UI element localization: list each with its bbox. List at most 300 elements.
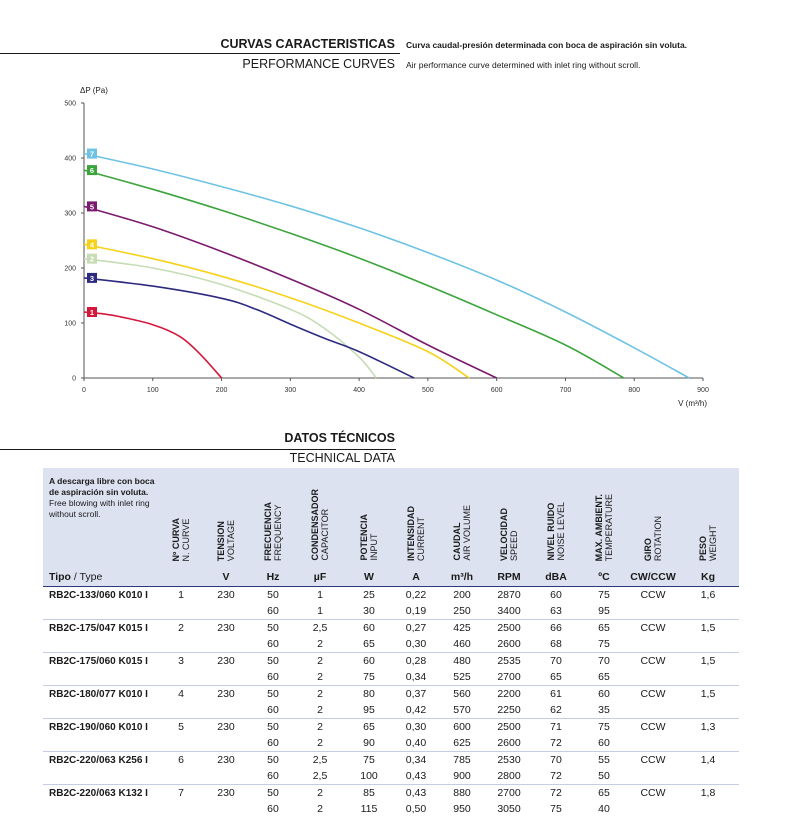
input-cell: 65	[345, 719, 393, 736]
column-header-label	[546, 502, 566, 561]
column-unit: m³/h	[439, 568, 485, 587]
column-header-label	[643, 516, 663, 561]
column-header	[485, 468, 533, 568]
current-cell: 0,50	[405, 803, 427, 815]
air-volume-cell: 250	[453, 605, 471, 617]
voltage-cell: 230	[201, 752, 251, 769]
column-unit: Kg	[677, 568, 739, 587]
voltage-cell: 230	[201, 587, 251, 604]
capacitor-cell: 2	[317, 671, 323, 683]
rotation-cell: CCW	[629, 587, 677, 604]
model-cell	[43, 768, 161, 785]
curve-cell: 2	[161, 620, 201, 637]
frequency-cell: 50	[251, 653, 295, 670]
column-header-label	[171, 518, 191, 561]
air-volume-cell: 460	[453, 638, 471, 650]
curve-cell: 3	[161, 653, 201, 670]
curve-cell: 7	[161, 785, 201, 802]
column-header	[295, 468, 345, 568]
current-cell: 0,40	[405, 737, 427, 749]
temperature-cell: 70	[579, 653, 629, 670]
column-header	[345, 468, 393, 568]
input-cell: 30	[363, 605, 375, 617]
table-row	[43, 735, 739, 752]
x-tick-label: 100	[146, 387, 159, 394]
column-label-es: GIRO	[643, 537, 653, 561]
column-header	[533, 468, 579, 568]
table-row	[43, 587, 739, 604]
weight-cell	[677, 603, 739, 620]
type-column-header: Tipo / Type	[43, 568, 161, 587]
curve-cell	[161, 669, 201, 686]
column-header	[201, 468, 251, 568]
temperature-cell: 60	[579, 686, 629, 703]
column-unit: ºC	[579, 568, 629, 587]
weight-cell: 1,5	[677, 620, 739, 637]
frequency-cell: 60	[267, 803, 279, 815]
voltage-cell: 230	[201, 653, 251, 670]
column-header-label	[452, 505, 472, 561]
tech-title-es: DATOS TÉCNICOS	[284, 431, 395, 445]
section-title-es: CURVAS CARACTERISTICAS	[220, 37, 395, 51]
capacitor-cell: 2	[317, 737, 323, 749]
model-cell: RB2C-190/060 K010 I	[43, 719, 161, 736]
voltage-cell	[201, 669, 251, 686]
current-cell: 0,19	[405, 605, 427, 617]
frequency-cell: 50	[251, 719, 295, 736]
table-row	[43, 603, 739, 620]
column-unit: V	[201, 568, 251, 587]
column-unit: CW/CCW	[629, 568, 677, 587]
capacitor-cell: 2	[317, 704, 323, 716]
capacitor-cell: 2	[295, 653, 345, 670]
current-cell: 0,22	[393, 587, 439, 604]
temperature-cell: 95	[598, 605, 610, 617]
table-row	[43, 636, 739, 653]
table-row	[43, 686, 739, 703]
current-cell: 0,42	[405, 704, 427, 716]
speed-cell: 2600	[497, 638, 521, 650]
column-header-label	[698, 525, 718, 561]
curve-description-es: Curva caudal-presión determinada con boca de aspiración sin voluta.	[406, 40, 688, 50]
temperature-cell: 75	[579, 587, 629, 604]
x-tick-label: 700	[559, 387, 572, 394]
column-header-label	[359, 514, 379, 561]
y-tick-label: 500	[64, 100, 76, 108]
weight-cell: 1,5	[677, 686, 739, 703]
speed-cell: 3400	[497, 605, 521, 617]
column-unit: W	[345, 568, 393, 587]
tech-table-container	[43, 468, 719, 817]
air-volume-cell: 525	[453, 671, 471, 683]
rotation-cell	[629, 768, 677, 785]
speed-cell: 2535	[485, 653, 533, 670]
table-header-row	[43, 468, 739, 568]
voltage-cell	[201, 702, 251, 719]
table-row	[43, 702, 739, 719]
y-tick-label: 200	[64, 265, 76, 273]
speed-cell: 2500	[485, 719, 533, 736]
speed-cell: 2200	[485, 686, 533, 703]
capacitor-cell: 1	[317, 605, 323, 617]
air-volume-cell: 560	[439, 686, 485, 703]
noise-cell: 75	[550, 803, 562, 815]
air-volume-cell: 600	[439, 719, 485, 736]
column-header-label	[594, 494, 614, 561]
frequency-cell: 60	[267, 638, 279, 650]
temperature-cell: 55	[579, 752, 629, 769]
table-row	[43, 768, 739, 785]
curve-cell: 6	[161, 752, 201, 769]
weight-cell: 1,8	[677, 785, 739, 802]
air-volume-cell: 480	[439, 653, 485, 670]
table-row	[43, 653, 739, 670]
voltage-cell: 230	[201, 785, 251, 802]
column-label-es: PESO	[698, 535, 708, 561]
curve-cell: 5	[161, 719, 201, 736]
table-row	[43, 801, 739, 817]
rotation-cell: CCW	[629, 686, 677, 703]
column-header	[677, 468, 739, 568]
tech-title-rule	[0, 449, 396, 450]
column-header-label	[310, 489, 330, 561]
series-line-4	[84, 244, 469, 378]
column-label-en: N. CURVE	[181, 518, 191, 561]
table-unit-row	[43, 568, 739, 587]
speed-cell: 2700	[485, 785, 533, 802]
y-axis-label: ΔP (Pa)	[80, 86, 108, 95]
speed-cell: 3050	[497, 803, 521, 815]
curve-cell	[161, 636, 201, 653]
model-cell	[43, 801, 161, 817]
input-cell: 60	[345, 653, 393, 670]
capacitor-cell: 2,5	[295, 620, 345, 637]
frequency-cell: 50	[251, 686, 295, 703]
speed-cell: 2600	[497, 737, 521, 749]
section-title-en: PERFORMANCE CURVES	[242, 57, 395, 71]
capacitor-cell: 2	[317, 803, 323, 815]
model-cell: RB2C-220/063 K132 I	[43, 785, 161, 802]
column-label-en: CURRENT	[416, 517, 426, 561]
table-row	[43, 752, 739, 769]
input-cell: 80	[345, 686, 393, 703]
rotation-cell: CCW	[629, 719, 677, 736]
current-cell: 0,34	[405, 671, 427, 683]
type-label-en: Type	[79, 571, 103, 583]
column-label-en: FREQUENCY	[273, 504, 283, 561]
frequency-cell: 50	[251, 587, 295, 604]
curve-cell	[161, 801, 201, 817]
column-label-en: CAPACITOR	[320, 509, 330, 561]
column-label-es: POTENCIA	[359, 514, 369, 561]
speed-cell: 2250	[497, 704, 521, 716]
curve-marker-label: 1	[89, 308, 95, 317]
air-volume-cell: 880	[439, 785, 485, 802]
weight-cell	[677, 669, 739, 686]
table-note-en: Free blowing with inlet ring without scroll.	[49, 498, 150, 519]
frequency-cell: 60	[267, 605, 279, 617]
current-cell: 0,28	[393, 653, 439, 670]
model-cell: RB2C-180/077 K010 I	[43, 686, 161, 703]
current-cell: 0,30	[405, 638, 427, 650]
series-line-6	[84, 170, 624, 378]
capacitor-cell: 2	[295, 719, 345, 736]
rotation-cell	[629, 669, 677, 686]
rotation-cell: CCW	[629, 752, 677, 769]
table-row	[43, 620, 739, 637]
rotation-cell: CCW	[629, 785, 677, 802]
table-row	[43, 785, 739, 802]
series-line-7	[84, 154, 689, 378]
curve-cell	[161, 702, 201, 719]
current-cell: 0,43	[393, 785, 439, 802]
noise-cell: 71	[533, 719, 579, 736]
title-rule	[0, 53, 400, 54]
voltage-cell: 230	[201, 719, 251, 736]
noise-cell: 66	[533, 620, 579, 637]
air-volume-cell: 900	[453, 770, 471, 782]
input-cell: 85	[345, 785, 393, 802]
y-tick-label: 100	[64, 320, 76, 328]
curve-description-en: Air performance curve determined with inlet ring without scroll.	[406, 60, 641, 70]
x-tick-label: 400	[353, 387, 365, 394]
tech-title-en: TECHNICAL DATA	[289, 451, 395, 465]
noise-cell: 68	[550, 638, 562, 650]
curve-cell	[161, 768, 201, 785]
input-cell: 25	[345, 587, 393, 604]
voltage-cell	[201, 636, 251, 653]
column-label-en: NOISE LEVEL	[556, 502, 566, 561]
input-cell: 115	[360, 803, 378, 815]
noise-cell: 70	[533, 653, 579, 670]
column-header	[161, 468, 201, 568]
voltage-cell	[201, 768, 251, 785]
temperature-cell: 50	[598, 770, 610, 782]
x-axis-label: V (m³/h)	[678, 399, 707, 408]
x-tick-label: 800	[628, 387, 641, 394]
rotation-cell: CCW	[629, 620, 677, 637]
speed-cell: 2500	[485, 620, 533, 637]
column-label-es: INTENSIDAD	[406, 505, 416, 561]
input-cell: 75	[345, 752, 393, 769]
weight-cell: 1,4	[677, 752, 739, 769]
curve-marker-label: 4	[89, 240, 95, 250]
air-volume-cell: 425	[439, 620, 485, 637]
column-label-es: Nº CURVA	[171, 517, 181, 561]
curve-cell	[161, 603, 201, 620]
model-cell: RB2C-133/060 K010 I	[43, 587, 161, 604]
column-unit: µF	[295, 568, 345, 587]
current-cell: 0,37	[393, 686, 439, 703]
temperature-cell: 60	[598, 737, 610, 749]
column-header-label	[406, 506, 426, 561]
noise-cell: 61	[533, 686, 579, 703]
rotation-cell	[629, 801, 677, 817]
series-line-5	[84, 206, 497, 378]
model-cell: RB2C-175/047 K015 I	[43, 620, 161, 637]
curve-cell	[161, 735, 201, 752]
weight-cell: 1,6	[677, 587, 739, 604]
noise-cell: 65	[550, 671, 562, 683]
temperature-cell: 65	[579, 785, 629, 802]
table-note	[43, 468, 161, 568]
noise-cell: 72	[550, 737, 562, 749]
x-tick-label: 0	[82, 387, 86, 394]
noise-cell: 63	[550, 605, 562, 617]
capacitor-cell: 1	[295, 587, 345, 604]
rotation-cell	[629, 702, 677, 719]
air-volume-cell: 950	[453, 803, 471, 815]
model-cell	[43, 702, 161, 719]
capacitor-cell: 2	[295, 785, 345, 802]
curve-marker-label: 6	[89, 166, 95, 176]
model-cell	[43, 636, 161, 653]
temperature-cell: 75	[579, 719, 629, 736]
input-cell: 90	[363, 737, 375, 749]
frequency-cell: 60	[267, 704, 279, 716]
x-tick-label: 500	[422, 387, 434, 394]
rotation-cell	[629, 636, 677, 653]
table-body	[43, 587, 739, 818]
weight-cell	[677, 702, 739, 719]
column-header	[439, 468, 485, 568]
frequency-cell: 60	[267, 770, 279, 782]
temperature-cell: 75	[598, 638, 610, 650]
column-label-en: INPUT	[369, 534, 379, 561]
column-header-label	[499, 508, 519, 561]
curve-marker-label: 7	[89, 149, 95, 159]
table-row	[43, 719, 739, 736]
column-label-en: ROTATION	[653, 515, 663, 561]
frequency-cell: 50	[251, 785, 295, 802]
weight-cell	[677, 768, 739, 785]
model-cell	[43, 669, 161, 686]
y-tick-label: 300	[64, 210, 76, 218]
column-label-es: FRECUENCIA	[263, 501, 273, 561]
temperature-cell: 35	[598, 704, 610, 716]
y-tick-label: 400	[64, 155, 76, 163]
temperature-cell: 65	[579, 620, 629, 637]
x-tick-label: 300	[284, 387, 297, 394]
capacitor-cell: 2	[317, 638, 323, 650]
chart-series	[84, 154, 689, 378]
noise-cell: 72	[550, 770, 562, 782]
temperature-cell: 40	[598, 803, 610, 815]
table-row	[43, 669, 739, 686]
rotation-cell: CCW	[629, 653, 677, 670]
chart-curve-markers	[87, 149, 97, 317]
chart-axes	[64, 86, 709, 408]
x-tick-label: 200	[215, 387, 228, 394]
input-cell: 95	[363, 704, 375, 716]
model-cell	[43, 603, 161, 620]
column-header	[251, 468, 295, 568]
voltage-cell	[201, 603, 251, 620]
column-unit: Hz	[251, 568, 295, 587]
column-label-en: AIR VOLUME	[462, 505, 472, 561]
column-label-es: TENSION	[216, 520, 226, 561]
curve-marker-label: 5	[89, 202, 95, 212]
model-cell: RB2C-175/060 K015 I	[43, 653, 161, 670]
air-volume-cell: 200	[439, 587, 485, 604]
y-tick-label: 0	[72, 375, 76, 383]
column-unit: dBA	[533, 568, 579, 587]
curve-marker-label: 2	[89, 254, 95, 264]
voltage-cell	[201, 735, 251, 752]
frequency-cell: 60	[267, 737, 279, 749]
series-line-1	[84, 312, 222, 378]
noise-cell: 60	[533, 587, 579, 604]
curve-cell: 1	[161, 587, 201, 604]
noise-cell: 70	[533, 752, 579, 769]
input-cell: 60	[345, 620, 393, 637]
air-volume-cell: 625	[453, 737, 471, 749]
model-cell	[43, 735, 161, 752]
air-volume-cell: 785	[439, 752, 485, 769]
input-cell: 65	[363, 638, 375, 650]
rotation-cell	[629, 735, 677, 752]
performance-chart	[0, 80, 791, 420]
column-label-es: MAX. AMBIENT.	[594, 493, 604, 561]
capacitor-cell: 2	[295, 686, 345, 703]
column-unit: A	[393, 568, 439, 587]
voltage-cell	[201, 801, 251, 817]
column-header	[629, 468, 677, 568]
x-tick-label: 600	[490, 387, 503, 394]
voltage-cell: 230	[201, 686, 251, 703]
weight-cell	[677, 735, 739, 752]
temperature-cell: 65	[598, 671, 610, 683]
model-cell: RB2C-220/063 K256 I	[43, 752, 161, 769]
noise-cell: 62	[550, 704, 562, 716]
weight-cell	[677, 636, 739, 653]
input-cell: 100	[360, 770, 378, 782]
column-header-label	[216, 520, 236, 561]
column-header	[579, 468, 629, 568]
column-unit	[161, 568, 201, 587]
column-header	[393, 468, 439, 568]
weight-cell	[677, 801, 739, 817]
capacitor-cell: 2,5	[312, 770, 328, 782]
current-cell: 0,34	[393, 752, 439, 769]
x-tick-label: 900	[697, 387, 709, 394]
air-volume-cell: 570	[453, 704, 471, 716]
table-note-es: A descarga libre con boca de aspiración sin voluta.	[49, 476, 155, 497]
speed-cell: 2530	[485, 752, 533, 769]
current-cell: 0,27	[393, 620, 439, 637]
type-label-es: Tipo	[49, 571, 71, 583]
column-label-en: VOLTAGE	[226, 519, 236, 561]
rotation-cell	[629, 603, 677, 620]
curve-marker-label: 3	[89, 273, 95, 283]
current-cell: 0,43	[405, 770, 427, 782]
speed-cell: 2700	[497, 671, 521, 683]
column-label-es: CAUDAL	[452, 523, 462, 561]
column-label-es: NIVEL RUIDO	[546, 503, 556, 561]
column-label-en: WEIGHT	[708, 525, 718, 561]
column-header-label	[263, 502, 283, 561]
frequency-cell: 60	[267, 671, 279, 683]
frequency-cell: 50	[251, 752, 295, 769]
column-label-en: SPEED	[509, 530, 519, 561]
current-cell: 0,30	[393, 719, 439, 736]
capacitor-cell: 2,5	[295, 752, 345, 769]
input-cell: 75	[363, 671, 375, 683]
curve-cell: 4	[161, 686, 201, 703]
column-unit: RPM	[485, 568, 533, 587]
tech-table	[43, 468, 739, 817]
column-label-es: CONDENSADOR	[310, 489, 320, 561]
